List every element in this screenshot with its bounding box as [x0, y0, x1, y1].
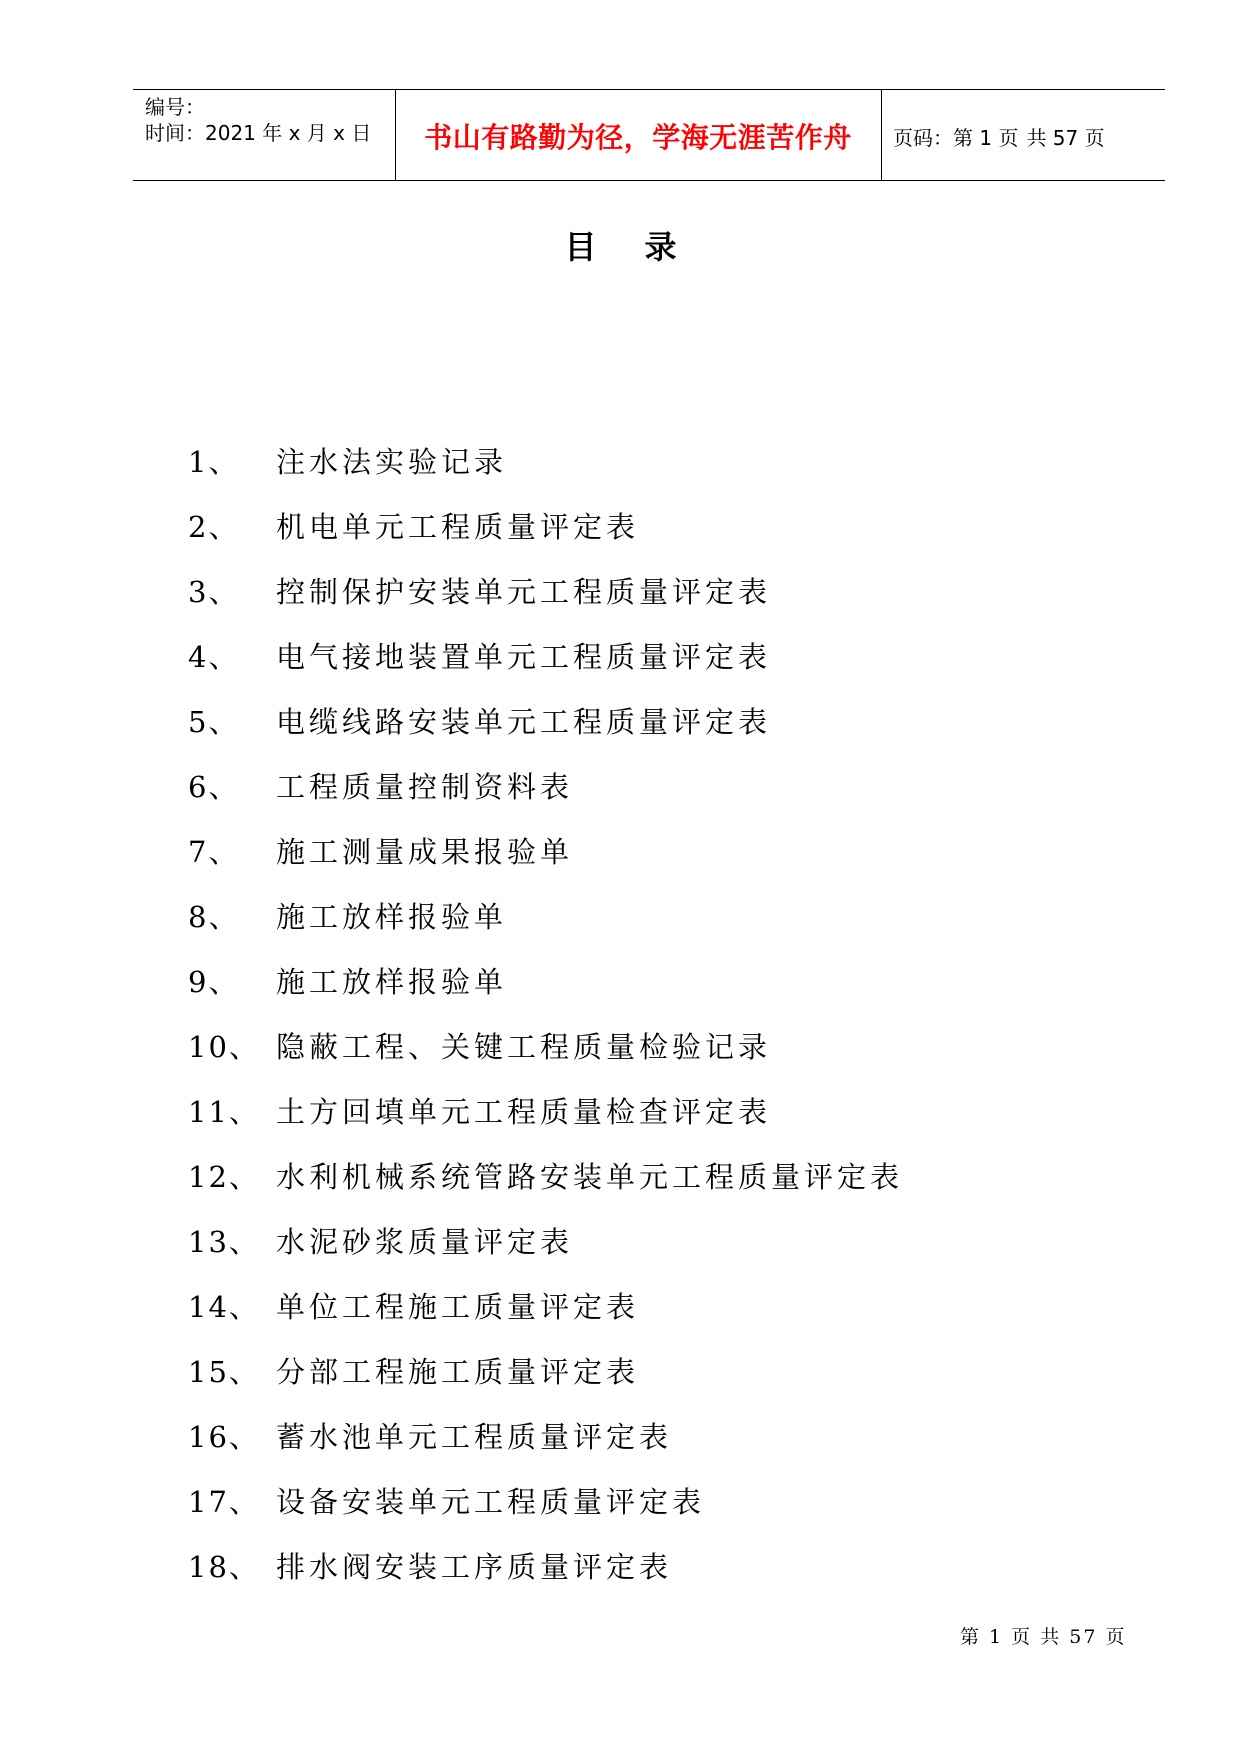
toc-item-number: 8、	[188, 900, 240, 934]
toc-item-number: 5、	[188, 705, 240, 739]
toc-item-text: 水利机械系统管路安装单元工程质量评定表	[276, 1160, 904, 1194]
page-code-label: 页码：第 1 页	[893, 125, 1019, 150]
toc-item-text: 机电单元工程质量评定表	[276, 510, 640, 544]
toc-item-number: 7、	[188, 835, 240, 869]
toc-item	[188, 493, 903, 558]
toc-item-number: 11、	[188, 1095, 260, 1129]
toc-item-number: 17、	[188, 1485, 260, 1519]
toc-item-text: 隐蔽工程、关键工程质量检验记录	[276, 1030, 772, 1064]
header-divider	[881, 90, 882, 180]
toc-item-text: 工程质量控制资料表	[276, 770, 574, 804]
toc-item-text: 注水法实验记录	[276, 445, 508, 479]
toc-item-text: 水泥砂浆质量评定表	[276, 1225, 574, 1259]
toc-item	[188, 558, 903, 623]
toc-item-text: 土方回填单元工程质量检查评定表	[276, 1095, 772, 1129]
time-label: 时间：2021 年 x 月 x 日	[145, 121, 372, 145]
toc-item	[188, 688, 903, 753]
toc-item-text: 单位工程施工质量评定表	[276, 1290, 640, 1324]
toc-title: 目录	[564, 228, 725, 266]
toc-item-number: 18、	[188, 1550, 260, 1584]
toc-item	[188, 818, 903, 883]
number-label: 编号：	[145, 95, 205, 119]
toc-item-number: 4、	[188, 640, 240, 674]
toc-item-number: 12、	[188, 1160, 260, 1194]
toc-item-text: 电缆线路安装单元工程质量评定表	[276, 705, 772, 739]
toc-item	[188, 428, 903, 493]
toc-item-number: 15、	[188, 1355, 260, 1389]
toc-item-text: 施工放样报验单	[276, 900, 508, 934]
header-meta	[145, 94, 371, 146]
page-footer: 第 1 页 共 57 页	[960, 1626, 1127, 1648]
page-total-label: 共 57 页	[1026, 125, 1105, 150]
toc-item-number: 1、	[188, 445, 240, 479]
toc-item-number: 9、	[188, 965, 240, 999]
toc-item	[188, 1533, 903, 1598]
toc-item	[188, 623, 903, 688]
toc-item	[188, 753, 903, 818]
header-motto: 书山有路勤为径，学海无涯苦作舟	[424, 121, 852, 154]
header-page-code	[893, 90, 1105, 182]
toc-item-text: 施工测量成果报验单	[276, 835, 574, 869]
toc-item-number: 3、	[188, 575, 240, 609]
page-header	[133, 89, 1165, 181]
toc-item-number: 2、	[188, 510, 240, 544]
toc-item	[188, 1273, 903, 1338]
toc-item	[188, 1468, 903, 1533]
toc-item-number: 10、	[188, 1030, 260, 1064]
toc-item-number: 13、	[188, 1225, 260, 1259]
toc-list	[188, 428, 903, 1598]
toc-item	[188, 1403, 903, 1468]
toc-item	[188, 1143, 903, 1208]
toc-item	[188, 1208, 903, 1273]
toc-item-text: 设备安装单元工程质量评定表	[276, 1485, 706, 1519]
toc-item	[188, 883, 903, 948]
toc-item	[188, 1338, 903, 1403]
toc-item-number: 16、	[188, 1420, 260, 1454]
toc-item-text: 蓄水池单元工程质量评定表	[276, 1420, 673, 1454]
toc-item	[188, 948, 903, 1013]
toc-item-text: 排水阀安装工序质量评定表	[276, 1550, 673, 1584]
toc-item-text: 施工放样报验单	[276, 965, 508, 999]
toc-item-number: 6、	[188, 770, 240, 804]
toc-item	[188, 1013, 903, 1078]
toc-item	[188, 1078, 903, 1143]
toc-item-number: 14、	[188, 1290, 260, 1324]
toc-item-text: 分部工程施工质量评定表	[276, 1355, 640, 1389]
toc-item-text: 电气接地装置单元工程质量评定表	[276, 640, 772, 674]
toc-item-text: 控制保护安装单元工程质量评定表	[276, 575, 772, 609]
